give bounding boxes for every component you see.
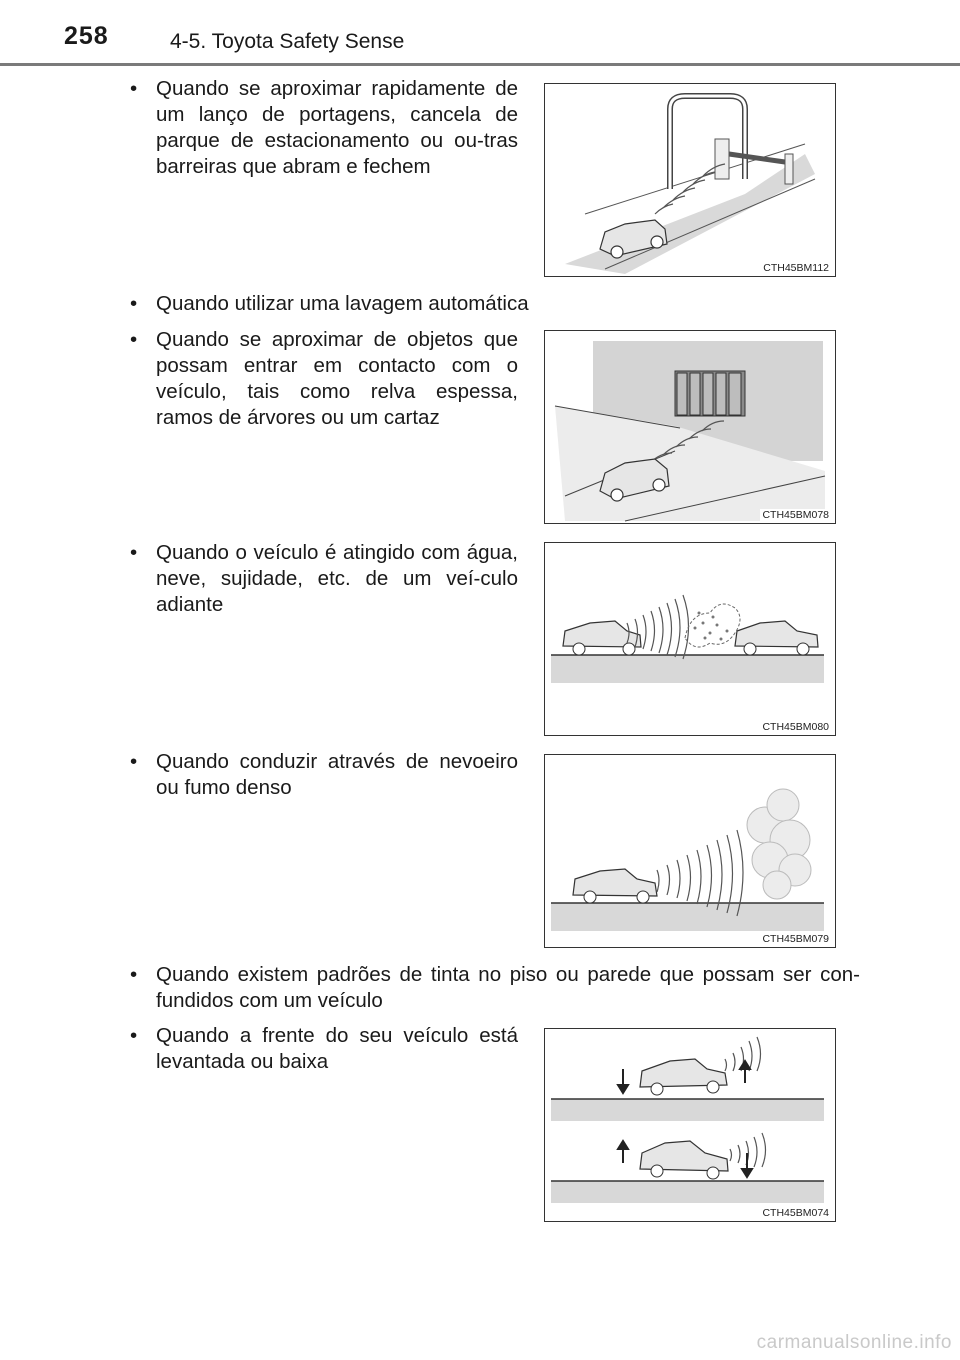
water-splash-illustration: [545, 543, 834, 734]
figure-code: CTH45BM112: [763, 262, 829, 274]
raised-front-illustration: [545, 1029, 834, 1220]
bullet-symbol: •: [130, 1024, 138, 1047]
figure-code: CTH45BM074: [762, 1207, 829, 1219]
figure-code: CTH45BM078: [762, 509, 829, 521]
bullet-text: Quando conduzir através de nevoeiro ou fumo denso: [156, 750, 518, 799]
bullet-symbol: •: [130, 328, 138, 351]
bullet-item-water-splash: [130, 540, 518, 618]
figure-water-splash: [544, 542, 836, 736]
figure-raised-front: [544, 1028, 836, 1222]
header-rule: [0, 63, 960, 66]
watermark: carmanualsonline.info: [756, 1332, 952, 1353]
bullet-item-toll-barrier: [130, 76, 518, 180]
bullet-text: Quando existem padrões de tinta no piso ou parede que possam ser con-fundidos com um veículo: [156, 963, 860, 1012]
bullet-item-raised-front: [130, 1023, 518, 1075]
bullet-text: Quando se aproximar rapidamente de um lanço de portagens, cancela de parque de estacionamento ou ou-tras barreiras que abram e fechem: [156, 77, 518, 178]
bullet-text: Quando utilizar uma lavagem automática: [156, 292, 529, 315]
car-wash-illustration: [545, 331, 834, 522]
bullet-symbol: •: [130, 541, 138, 564]
section-title: 4-5. Toyota Safety Sense: [170, 30, 405, 53]
bullet-symbol: •: [130, 963, 138, 986]
bullet-item-car-wash: [130, 291, 860, 317]
figure-code: CTH45BM080: [762, 721, 829, 733]
bullet-item-objects: [130, 327, 518, 431]
bullet-symbol: •: [130, 77, 138, 100]
figure-code: CTH45BM079: [762, 933, 829, 945]
bullet-text: Quando se aproximar de objetos que possam entrar em contacto com o veículo, tais como relva espessa, ramos de árvores ou um cartaz: [156, 328, 518, 429]
bullet-text: Quando o veículo é atingido com água, neve, sujidade, etc. de um veí-culo adiante: [156, 541, 518, 616]
bullet-item-paint-patterns: [130, 962, 860, 1014]
bullet-symbol: •: [130, 750, 138, 773]
fog-illustration: [545, 755, 834, 946]
page-number: 258: [64, 22, 109, 50]
page-header: [0, 0, 960, 66]
bullet-symbol: •: [130, 292, 138, 315]
figure-car-wash: [544, 330, 836, 524]
toll-barrier-illustration: [545, 84, 834, 275]
figure-toll-barrier: [544, 83, 836, 277]
figure-fog: [544, 754, 836, 948]
bullet-text: Quando a frente do seu veículo está levantada ou baixa: [156, 1024, 518, 1073]
bullet-item-fog: [130, 749, 518, 801]
